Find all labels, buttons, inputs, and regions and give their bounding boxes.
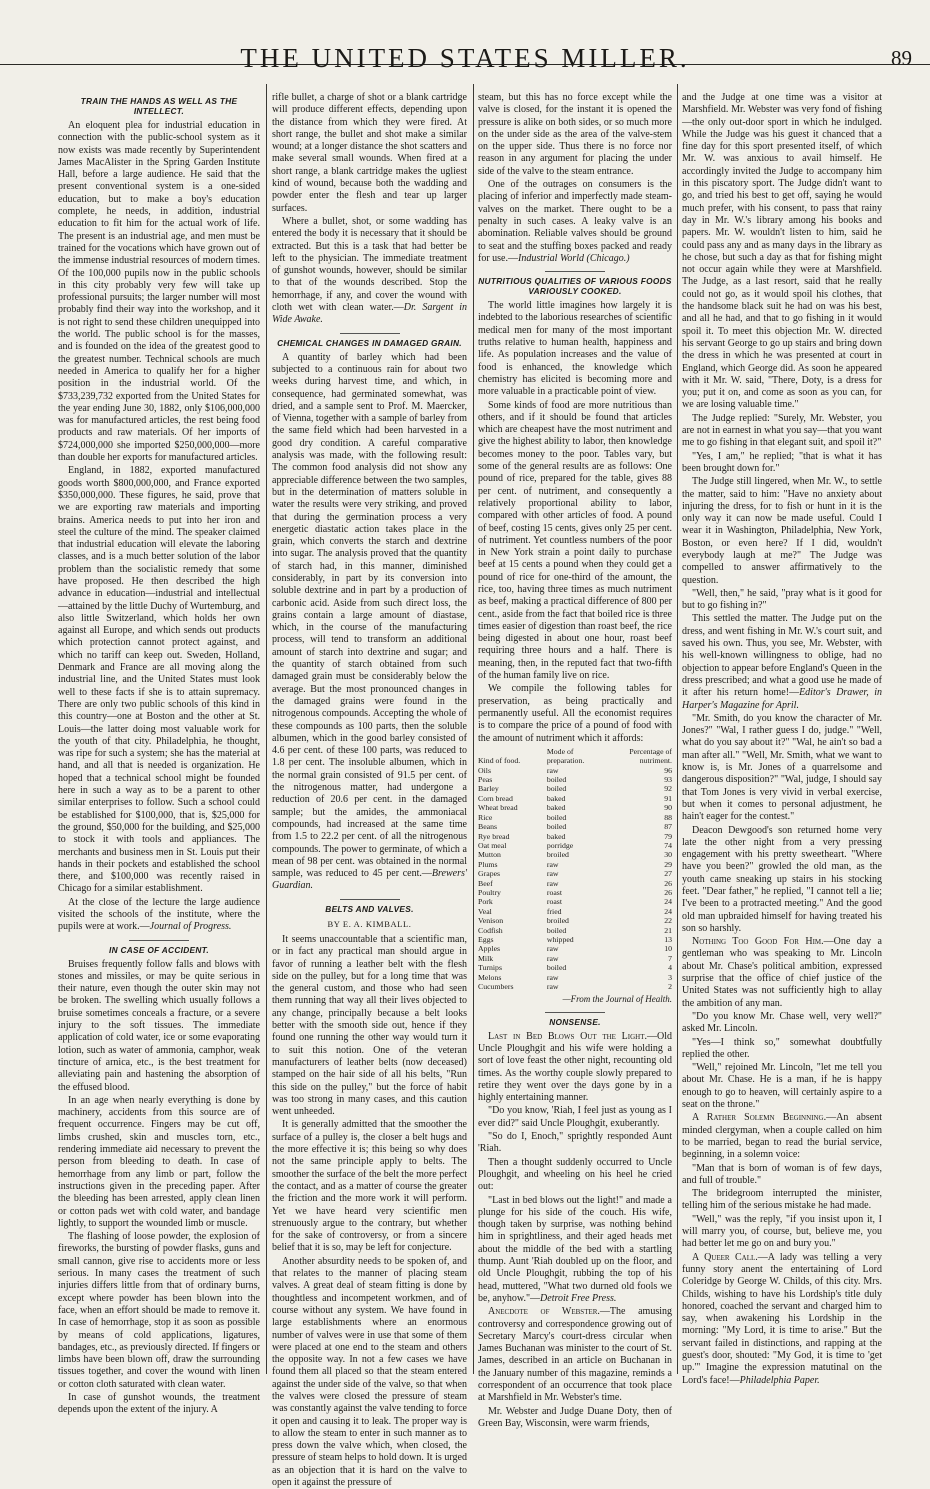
table-row [478,775,672,784]
table-cell: Beef [478,878,493,888]
table-cell: 13 [664,934,672,944]
table-cell: boiled [546,925,567,935]
table-row [478,784,672,793]
paragraph: "Well, then," he said, "pray what is it good for but to go fishing in?" [682,587,882,612]
paragraph: The bridegroom interrupted the minister, telling him of the serious mistake he had made. [682,1188,882,1212]
paragraph: Mr. Webster and Judge Duane Doty, then of Green Bay, Wisconsin, were warm friends, [478,1405,672,1429]
table-cell: 26 [664,878,672,888]
table-cell: Beans [478,822,498,832]
table-cell: Poultry [478,887,501,897]
article-heading: BELTS AND VALVES. [325,903,414,914]
table-row [478,907,672,916]
table-cell: 79 [664,831,672,841]
paragraph: The world little imagines how largely it is indebted to the laborious researches of scientific medical men for many of the most important truths relative to human health, happiness and life. As population increases and the value of food is enhanced, the knowledge which chemistry has elicited is becoming more and more valuable in a practicable point of view. [478,300,672,398]
table-cell: Rye bread [478,831,510,841]
table-cell: raw [546,859,559,869]
table-row [478,897,672,906]
table-header: preparation. [546,756,585,766]
paragraph [58,897,260,934]
table-cell: 22 [664,916,672,926]
table-row [478,794,672,803]
paragraph: "Yes—I think so," somewhat doubtfully replied the other. [682,1036,882,1060]
column-rule [473,84,474,1374]
article-heading: NONSENSE. [549,1016,601,1027]
column-3 [478,92,672,1429]
table-cell: 3 [668,972,672,982]
paragraph [272,216,467,327]
paragraph: "Do you know, 'Riah, I feel just as young as I ever did?" said Uncle Ploughgit, exuberantly. [478,1105,672,1129]
paragraph [682,1112,882,1161]
table-cell: whipped [546,934,574,944]
item-lead: A Queer Call. [692,1251,758,1263]
table-cell: Apples [478,944,501,954]
table-header [478,747,543,756]
table-cell: broiled [546,916,569,926]
paragraph: steam, but this has no force except while the valve is closed, for the instant it is opened the pressure is alike on both sides, or so much more on the under side as the area of the valve-stem on the upper side. Thus there is no force nor reason in any argument for placing the under side of the valve to the steam entrance. [478,92,672,177]
table-cell: baked [546,803,566,813]
article-heading: NUTRITIOUS QUALITIES OF VARIOUS FOODS VARIOUSLY COOKED. [478,276,672,297]
paragraph: An eloquent plea for industrial education in connection with the public-school system as it now exists was made recently by Superintendent James MacAlister in the Spring Garden Institute Hall, before a large audience. He said that the present conventional system is a one-sided education, but to make a boy's education complete, he needs, in addition, industrial education to fit him for the actual work of life. The present is an industrial age, and men must be trained for the vocations which have grown out of the immense industrial resources of modern times. Of the 100,000 pupils now in the public schools in this city probably very few will take up professional pursuits; the larger number will most probably find their way into the workshop, and it is not right to send these children unequipped into the world. The public school is for the masses, and is founded on the idea of the greatest good to the greatest number. Technical schools are much needed in America to qualify her for a higher position in the industrial world. Of the $733,239,732 exported from the United States for the year ending June 30, 1882, only $106,000,000 was for manufactured articles, the rest being food products and raw materials. Of her imports of $724,000,000 she imported $250,000,000—more than double her exports for manufactured articles. [58,120,260,464]
paragraph-text: —One day a gentleman who was speaking to Mr. Lincoln about Mr. Chase's political ambition, expressed surprise that the office of chief justice of the United States was not sufficiently high to allay the ambition of any man. [682,936,882,1009]
paragraph: We compile the following tables for preservation, as being practically and permanently useful. All the economist requires is to compare the price of a pound of food with the amount of nutriment which it affords: [478,683,672,744]
article-heading: IN CASE OF ACCIDENT. [108,944,210,955]
table-cell: 24 [664,897,672,907]
paragraph: The Judge still lingered, when Mr. W., to settle the matter, said to him: "Have no anxiety about injuring the dress, for to fish or hunt in it is the only way it can now be made useful. Could I wear it in Washington, Philadelphia, New York, Boston, or even here? If I did, wouldn't everybody laugh at me?" The Judge was compelled to answer affirmatively to the question. [682,476,882,586]
table-cell: 10 [664,944,672,954]
table-cell: 4 [668,963,672,973]
table-cell: 24 [664,906,672,916]
table-row [478,860,672,869]
paragraph: Bruises frequently follow falls and blows with stones and missiles, or may be quite serious in their nature, even though the outer skin may not be broken. The swelling which usually follows a bruise sometimes conceals a fracture, or a severe injury to the soft tissues. The immediate application of cold water, ice or some evaporating lotion, such as water of ammonia, camphor, weak tincture of arnica, etc., is the best treatment for alleviating pain and hastening the absorption of the effused blood. [58,958,260,1093]
table-cell: Barley [478,784,499,794]
table-cell: Eggs [478,934,494,944]
table-cell: boiled [546,775,567,785]
paragraph [478,1306,672,1404]
paragraph [272,352,467,893]
paragraph-text: A quantity of barley which had been subjected to a continuous rain for about two weeks during harvest time, and which, in consequence, had germinated somewhat, was dried, and a sample sent to Prof. M. Maercker, of Vienna, together with a sample of barley from the same field which had been harvested in a good dry condition. A careful comparative analysis was made, with the following result: The common food analysis did not show any appreciable difference between the two samples, but in the determination of matters soluble in water the results were very striking, and proved that during the germination process a very energetic diastatic action takes place in the grain, which converts the starch and dextrine into sugar. The analysis proved that the quantity of starch had, in this manner, diminished considerably, in part by its conversion into soluble dextrine and in part by a production of carbonic acid. Aside from such direct loss, the grains contain a large amount of diastase, which, in the course of the manufacturing process, will tend to transform an additional amount of starch into dextrine and sugar; and the quantity of starch obtained from such damaged grain must be considerably below the average. But the most pronounced changes in the damaged grains were found in the nitrogenous compounds. Accepting the whole of these compounds as 100 parts, then the soluble albumen, which in the good barley consisted of 4.6 per cent. of these 100 parts, was reduced to 1.8 per cent. The insoluble albumen, which in the normal grain consisted of 91.5 per cent. of the nitrogenous matter, had undergone a reduction of 20.6 per cent. in the damaged sample; but the amides, the ammoniacal compounds, had increased at the same time from 1.5 to 22.2 per cent. of all the nitrogenous compounds. The power to germinate, of which a mean of 98 per cent. was obtained in the normal sample, was reduced to 45 per cent.— [272,351,467,880]
paragraph: In an age when nearly everything is done by machinery, accidents from this source are of frequent occurrence. Fingers may be cut off, limbs crushed, skin and muscles torn, etc., rendering immediate aid necessary to prevent the person from bleeding to death. In case of hemorrhage from any limb or part, follow the instructions given in the preceding paper. After the bleeding has been arrested, apply clean linen or cotton pads wet with cold water, and bandage lightly, to support the wounded limb or muscle. [58,1094,260,1229]
paragraph: It seems unaccountable that a scientific man, or in fact any practical man should argue in favor of running a leather belt with the flesh side on the pulley, but for a long time that was the general custom, and those who had seen them running that way all their lives objected to any change, principally because a belt looks better with the smooth side out, hence if they found one running the other way would turn it to suit this notion. One of the veteran manufacturers of leather belts (now deceased) stamped on the hair side of all his belts, "Run this side on the pulley," but the force of habit was too strong in many cases, and this caution went unheeded. [272,934,467,1118]
source-credit: Industrial World (Chicago.) [518,252,630,264]
table-cell: roast [546,897,562,907]
table-row [478,879,672,888]
paragraph: Deacon Dewgood's son returned home very late the other night from a very pressing engagement with his pretty sweetheart. "Where have you been?" growled the old man, as the youth came sneaking up stairs in his stocking feet. "Dear father," he replied, "I cannot tell a lie; I've been to a protracted meeting." And the good old man upbraided himself for having treated his son so harshly. [682,824,882,934]
table-cell: 7 [668,953,672,963]
table-cell: Pork [478,897,493,907]
item-lead: Last in Bed Blows Out the Light. [488,1030,647,1042]
table-cell: Plums [478,859,498,869]
table-row [478,963,672,972]
column-1 [58,92,260,1416]
table-cell: baked [546,831,566,841]
source-credit: Philadelphia Paper. [739,1374,820,1386]
table-header: nutriment. [639,756,672,766]
paragraph: "Do you know Mr. Chase well, very well?" asked Mr. Lincoln. [682,1010,882,1035]
paragraph: Some kinds of food are more nutritious than others, and if it should be found that articles which are cheapest have the most nutriment and give the highest ability to labor, then knowledge becomes money to the poor. Tables vary, but some of the general results are as follows: One pound of rice, prepared for the table, gives 88 per cent. of nutriment, and consequently a relatively proportional ability to labor, compared with other articles of food. A pound of beef, costing 15 cents, gives only 25 per cent. of nutriment. Yet countless numbers of the poor in New York strain a point daily to purchase beef at 15 cents a pound when they could get a pound of rice for one-third of the amount, the rice, too, having three times as much nutriment as beef, making a practical difference of 800 per cent., aside from the fact that boiled rice is three times easier of digestion than roast beef, the rice being digested in about one hour, roast beef requiring three hours and a half. There is meaning, then, in the reputed fact that two-fifth of the human family live on rice. [478,399,672,682]
paragraph: Then a thought suddenly occurred to Uncle Ploughgit, and wheeling on his heel he cried out: [478,1156,672,1193]
table-row [478,850,672,859]
table-row [478,916,672,925]
paragraph: and the Judge at one time was a visitor at Marshfield. Mr. Webster was very fond of fishing—the only out-door sport in which he indulged. While the Judge was his guest it chanced that a fine day for this sport presented itself, of which Mr. W. was anxious to avail himself. He accordingly invited the Judge to accompany him in this piscatory sport. The Judge didn't want to go, and tried his best to get off, saying he would much prefer, with his consent, to pass that rainy day in Mr. W.'s library among his books and papers. Mr. W. wouldn't listen to him, said he could pass any and as many days in the library as he chose, but such a day as that for fishing might not occur again while they were at Marshfield. The Judge, as a last resort, said that he really could not go, as it would spoil his clothes, that the handsome black suit he had on was his best, and all he had, and that to go fishing in it would spoil it. To meet this objection Mr. W. directed his servant George to go up stairs and bring down the dress in which he was presented at court in England, which George did. As soon he appeared with it Mr. W. said, "There, Doty, is a dress for you; put it on, and come as soon as you can, for we are losing valuable time." [682,92,882,411]
paragraph-text: —Old Uncle Ploughgit and his wife were holding a sort of love feast the other night, recounting old times. As the worthy couple slowly prepared to retire they went over the days gone by in a highly entertaining manner. [478,1030,672,1104]
divider [545,271,605,272]
paragraph-text: —An absent minded clergyman, when a couple called on him to be married, began to read the burial service, beginning, in a solemn voice: [682,1112,882,1161]
table-row [478,954,672,963]
table-cell: raw [546,878,559,888]
article-heading: CHEMICAL CHANGES IN DAMAGED GRAIN. [277,337,462,348]
table-cell: raw [546,982,559,991]
masthead [0,0,930,73]
table-cell: porridge [546,840,574,850]
paragraph-text: At the close of the lecture the large audience visited the schools of the institute, where the pupils were at work.— [58,896,260,933]
column-rule [266,84,267,1374]
paragraph-text: —A lady was telling a very funny story anent the entertaining of Lord Coleridge by George W. Childs, of this city. Mrs. Childs, wishing to have his Lordship's title duly honored, coached the servant and charged him to say, when awakening his Lordship in the morning: "My Lord, it is time to arise." But the servant failed in distinctions, and rapping at the guest's door, shouted: "My God, it is time to 'get up.'" Imagine the expression matutinal on the Lord's face!— [682,1251,882,1386]
item-lead: A Rather Solemn Beginning. [692,1112,827,1124]
table-row [478,803,672,812]
table-cell: raw [546,972,559,982]
paragraph: "Mr. Smith, do you know the character of Mr. Jones?" "Wal, I rather guess I do, judge." "Well, what do you say about it?" "Wal, he ain't so bad a man after all." "Well, Mr. Smith, what we want to know is, is Mr. Jones of a quarrelsome and dangerous disposition?" "Wal, judge, I should say that Tom Jones is very vivid in verbal exercise, but when it comes to personal adjustment, he hain't eager for the contest." [682,712,882,823]
table-cell: 93 [664,775,672,785]
column-rule [677,84,678,1374]
divider [545,1012,605,1013]
table-cell: Codfish [478,925,503,935]
paragraph: "Well," rejoined Mr. Lincoln, "let me tell you about Mr. Chase. He is a man, if he is happy enough to go to heaven, will certainly aspire to a seat on the throne." [682,1062,882,1111]
table-row [478,888,672,897]
divider [340,333,400,334]
column-2 [272,92,467,1489]
table-row [478,841,672,850]
paragraph [682,936,882,1010]
table-cell: 2 [668,982,672,991]
table-cell: Milk [478,953,494,963]
table-cell: raw [546,869,559,879]
paragraph: The flashing of loose powder, the explosion of fireworks, the bursting of powder flasks, guns and small cannon, give rise to accidents more or less serious. In many cases the treatment of such injuries differs little from that of ordinary burns, except where powder has been blown into the face, when an effort should be made to remove it. In case of hemorrhage, stop it as soon as possible by means of cold applications, ligatures, bandages, etc., as previously directed. If fingers or limbs have been blown off, draw the surrounding tissues together, and cover the wound with linen or cotton cloth saturated with clean water. [58,1231,260,1390]
table-cell: Mutton [478,850,501,860]
table-cell: Venison [478,916,504,926]
table-row [478,869,672,878]
table-cell: boiled [546,963,567,973]
table-cell: Oat meal [478,840,507,850]
column-4 [682,92,883,1386]
table-cell: 74 [664,840,672,850]
table-cell: raw [546,944,559,954]
table-row [478,766,672,775]
paragraph: "Man that is born of woman is of few days, and full of trouble." [682,1162,882,1186]
table-header-row [478,756,672,765]
table-cell: Turnips [478,963,502,973]
table-cell: 27 [664,869,672,879]
table-cell: 29 [664,859,672,869]
item-lead: Anecdote of Webster. [488,1306,600,1318]
source-credit: —From the Journal of Health. [562,994,672,1005]
item-lead: Nothing Too Good For Him. [692,936,824,948]
table-header: Kind of food. [478,756,521,766]
table-cell: roast [546,887,562,897]
paragraph: "Well," was the reply, "if you insist upon it, I will marry you, of course, but, believe me, you had better let me go on and bury you." [682,1213,882,1250]
divider [129,940,189,941]
paragraph: Another absurdity needs to be spoken of, and that relates to the manner of placing steam valves. A great deal of steam fitting is done by thoughtless and incompetent workmen, and of course without any system. We have found in large establishments where an enormous number of valves were in use that some of them were placed at one end to the steam and others the opposite way. In not a few cases we have found them all placed so that the steam entered against the under side of the valve, so that when the valves were closed the pressure of steam was constantly against the valve tending to force it open and causing it to leak. The proper way is to allow the steam to enter in such manner as to press down the valve which, when closed, the pressure of steam helps to hold down. It is urged as an objection that it is hard on the valve to open it against the pressure of [272,1255,467,1489]
source-credit: Editor's Drawer, in Harper's Magazine for April. [682,687,883,711]
paragraph [682,1252,882,1387]
table-cell: broiled [546,850,569,860]
table-cell: 30 [664,850,672,860]
table-cell: 90 [664,803,672,813]
paragraph: rifle bullet, a charge of shot or a blank cartridge will produce different effects, depending upon the distance from which they were fired. At short range, the bullet and shot make a similar wound; at a longer distance the shot scatters and make several small wounds. When fired at a short range, a blank cartridge makes the ugliest kind of wound, because both the wadding and powder enter the flesh and tear up larger surfaces. [272,92,467,214]
divider [340,899,400,900]
table-cell: 88 [664,812,672,822]
table-row [478,944,672,953]
table-cell: 26 [664,887,672,897]
table-header: Mode of [546,746,574,756]
table-row [478,935,672,944]
paragraph-text: "Last in bed blows out the light!" and made a plunge for his side of the couch. His wife, though taken by surprise, was nothing behind him in sprightliness, and their aged heads met about the middle of the bed with a startling thump. Aunt 'Riah doubled up on the floor, and old Uncle Ploughgit, rubbing the top of his head, muttered, "What two durned old fools we be, anyhow."— [478,1194,672,1304]
article-heading: TRAIN THE HANDS AS WELL AS THE INTELLECT. [80,96,238,116]
byline: BY E. A. KIMBALL. [327,918,412,929]
paragraph [478,179,672,265]
table-cell: Corn bread [478,793,513,803]
table-cell: Peas [478,775,493,785]
table-cell: Veal [478,906,492,916]
table-row [478,832,672,841]
table-cell: 21 [664,925,672,935]
source-credit: Dr. Sargent in Wide Awake. [272,302,467,326]
table-header-row [478,747,672,756]
table-cell: Wheat bread [478,803,518,813]
source-credit: Detroit Free Press. [540,1292,617,1304]
table-cell: fried [546,906,562,916]
table-cell: Oils [478,765,491,775]
paragraph-text: —The amusing controversy and correspondence growing out of Secretary Marcy's court-dress circular when James Buchanan was minister to the court of St. James, described in an article on Buchanan in the January number of this magazine, reminds a correspondent of an occurrence that took place at Marshfield in Mr. Webster's time. [478,1306,672,1404]
table-cell: 91 [664,793,672,803]
paragraph [682,613,882,711]
paragraph: England, in 1882, exported manufactured goods worth $800,000,000, and France exported $350,000,000. These figures, he said, prove that we are exporting raw materials and importing brains. America needs to put into her iron and steel the culture of the mind. The speaker claimed that industrial education will elevate the laboring classes, and is a much better solution of the labor problem than the socialistic remedy that some have proposed. He then described the high advance in education—industrial and intellectual—attained by the little Duchy of Wurtemburg, and also little Switzerland, which holds her own against all Europe, and which sends out products which protection cannot protect against, and which no tariff can keep out. Sweden, Holland, Denmark and France are all moving along the industrial line, and the United States must look well to these facts if she is to attain supremacy. There are only two public schools of this kind in this country—one at Boston and the other at St. Louis—the latter doing most valuable work for the youth of that city. Philadelphia, he thought, was ripe for such a system; she has the material at hand, and all that is needed is organization. He hoped that a technical school might be founded here in such a way as to be a parent to other similar enterprises to follow. Such a school could be established for $100,000, that is, $25,000 for the ground, $50,000 for the building, and $25,000 to stock it with tools and appliances. The merchants and business men in St. Louis put their hands in their pockets and established the school there, and $100,000 was recently raised in Chicago for a similar establishment. [58,465,260,895]
table-row [478,822,672,831]
paragraph: In case of gunshot wounds, the treatment depends upon the extent of the injury. A [58,1391,260,1416]
paragraph [478,1195,672,1306]
page-number: 89 [891,46,912,70]
table-cell: Rice [478,812,493,822]
table-row [478,982,672,991]
paragraph-text: This settled the matter. The Judge put on the dress, and went fishing in Mr. W.'s court suit, and saved his own. Thus, you see, Mr. Webster, with his well-known willingness to oblige, had no objection to appear before England's Queen in the dress prescribed; and what a good use he made of it after his return home!— [682,613,882,699]
table-cell: raw [546,953,559,963]
paragraph [478,1031,672,1105]
paragraph: It is generally admitted that the smoother the surface of a pulley is, the closer a belt hugs and the more effective it is; this being so why does not the same principle apply to belts. The smoother the surface of the belt the more perfect the contact, and as a matter of course the greater the friction and the more work it will perform. Yet we have heard very scientific men strenuously argue to the contrary, but whether for the sake of controversy, or from a sincere belief that it is so, may be left for conjecture. [272,1119,467,1254]
table-cell: 96 [664,765,672,775]
table-row [478,973,672,982]
table-cell: boiled [546,822,567,832]
table-cell: Grapes [478,869,501,879]
source-credit: Journal of Progress. [149,921,232,933]
paragraph-text: Where a bullet, shot, or some wadding has entered the body it is necessary that it should be extracted. But this is a task that had better be left to the physician. The immediate treatment of gunshot wounds, however, should be similar to that of the wounds described. Stop the hemorrhage, if any, and cover the wound with cloth wet with clean water.— [272,215,467,314]
table-cell: baked [546,793,566,803]
table-row [478,926,672,935]
table-cell: raw [546,765,559,775]
page-title: THE UNITED STATES MILLER. [240,43,690,73]
table-body [478,766,672,992]
source-credit: Brewers' Guardian. [272,868,467,892]
table-cell: boiled [546,784,567,794]
paragraph: "So do I, Enoch," sprightly responded Aunt 'Riah. [478,1131,672,1155]
paragraph: The Judge replied: "Surely, Mr. Webster, you are not in earnest in what you say—that you want me to go fishing in that elegant suit, and spoil it?" [682,412,882,449]
table-header: Percentage of [629,746,672,756]
nutriment-table [478,747,672,992]
table-cell: 92 [664,784,672,794]
table-cell: boiled [546,812,567,822]
paragraph-text: One of the outrages on consumers is the placing of inferior and imperfectly made steam-valves on the market. There ought to be a penalty in such cases. A leaky valve is an abomination. Reliable valves should be ground to seat and the stuffing boxes packed and ready for use.— [478,179,672,264]
table-row [478,813,672,822]
table-cell: Melons [478,972,502,982]
table-cell: Cucumbers [478,982,514,991]
paragraph: "Yes, I am," he replied; "that is what it has been brought down for." [682,450,882,474]
table-cell: 87 [664,822,672,832]
